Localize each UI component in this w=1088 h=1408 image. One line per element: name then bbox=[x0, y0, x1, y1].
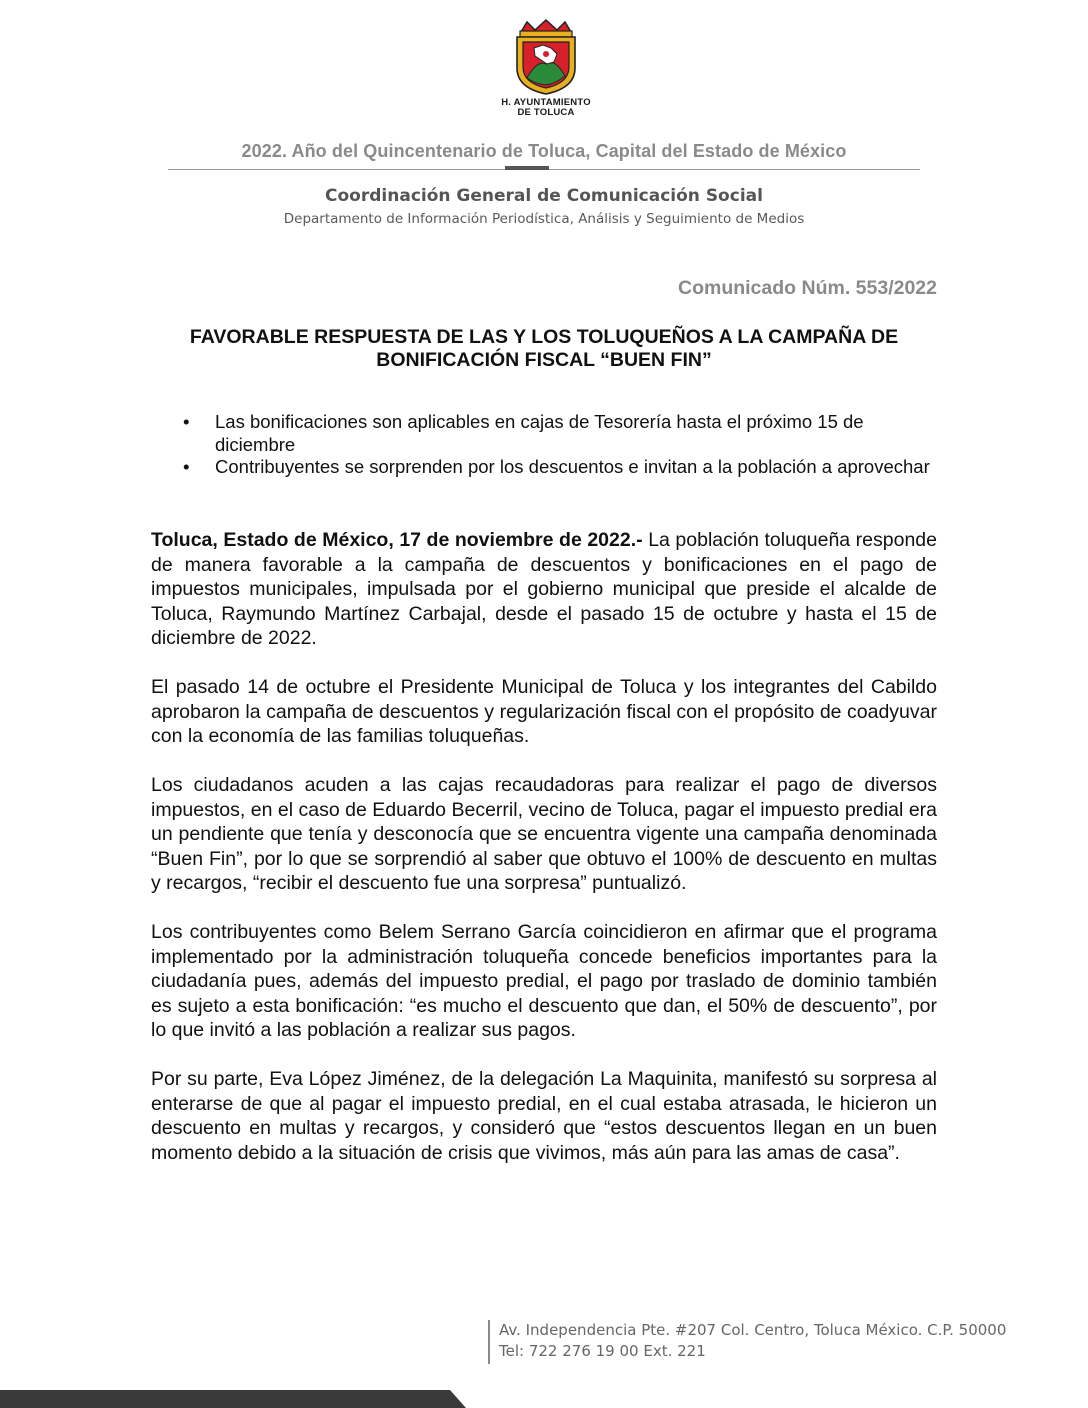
header-divider-accent bbox=[505, 166, 549, 170]
footer-phone: Tel: 722 276 19 00 Ext. 221 bbox=[499, 1342, 706, 1360]
release-number: Comunicado Núm. 553/2022 bbox=[677, 277, 937, 299]
summary-bullets bbox=[180, 411, 940, 479]
dateline: Toluca, Estado de México, 17 de noviembre de 2022.- bbox=[151, 529, 643, 551]
article-body bbox=[151, 528, 937, 1190]
footer-divider bbox=[488, 1320, 490, 1364]
paragraph-2: El pasado 14 de octubre el Presidente Municipal de Toluca y los integrantes del Cabildo aprobaron la campaña de descuentos y regularización fiscal con el propósito de coadyuvar con la economía de las familias toluqueñas. bbox=[151, 676, 937, 747]
logo-label-line2: DE TOLUCA bbox=[517, 107, 575, 118]
coordination-title: Coordinación General de Comunicación Social bbox=[325, 186, 763, 206]
ayuntamiento-logo bbox=[492, 18, 600, 120]
footer-contact bbox=[499, 1320, 1006, 1362]
bullet-text: Contribuyentes se sorprenden por los descuentos e invitan a la población a aprovechar bbox=[215, 456, 930, 477]
footer-address: Av. Independencia Pte. #207 Col. Centro, Toluca México. C.P. 50000 bbox=[499, 1321, 1007, 1339]
paragraph-1-text: La población toluqueña responde de manera favorable a la campaña de descuentos y bonificaciones en el pago de impuestos municipales, impulsada por el gobierno municipal que preside el alcalde de Toluca, Raymundo Martínez Carbajal, desde el pasado 15 de octubre y hasta el 15 de diciembre de 2022. bbox=[151, 529, 938, 649]
bullet-icon: • bbox=[183, 456, 190, 477]
bullet-item bbox=[180, 456, 940, 479]
paragraph-4: Los contribuyentes como Belem Serrano García coincidieron en afirmar que el programa implementado por la administración toluqueña concede beneficios importantes para la ciudadanía pues, además del impuesto predial, el pago por traslado de dominio también es sujeto a esta bonificación: “es mucho el descuento que dan, el 50% de descuento”, por lo que invitó a las población a realizar sus pagos. bbox=[151, 921, 937, 1041]
bullet-icon: • bbox=[183, 411, 190, 432]
headline: FAVORABLE RESPUESTA DE LAS Y LOS TOLUQUEÑOS A LA CAMPAÑA DE BONIFICACIÓN FISCAL “BUEN FIN” bbox=[189, 326, 899, 371]
bullet-item bbox=[180, 411, 940, 456]
logo-label-line1: H. AYUNTAMIENTO bbox=[501, 97, 591, 108]
department-subtitle: Departamento de Información Periodística, Análisis y Seguimiento de Medios bbox=[283, 211, 805, 227]
toluca-coat-of-arms-icon bbox=[507, 18, 585, 96]
paragraph-5: Por su parte, Eva López Jiménez, de la delegación La Maquinita, manifestó su sorpresa al enterarse de que al pagar el impuesto predial, en el cual estaba atrasada, le hicieron un descuento en multas y recargos, y consideró que “estos descuentos llegan en un buen momento debido a la situación de crisis que vivimos, más aún para las amas de casa”. bbox=[151, 1068, 937, 1164]
bullet-text: Las bonificaciones son aplicables en cajas de Tesorería hasta el próximo 15 de diciembre bbox=[215, 411, 864, 455]
logo-label bbox=[492, 98, 600, 118]
year-motto: 2022. Año del Quincentenario de Toluca, Capital del Estado de México bbox=[241, 141, 847, 161]
paragraph-3: Los ciudadanos acuden a las cajas recaudadoras para realizar el pago de diversos impuestos, en el caso de Eduardo Becerril, vecino de Toluca, pagar el impuesto predial era un pendiente que tenía y desconocía que se encuentra vigente una campaña denominada “Buen Fin”, por lo que se sorprendió al saber que obtuvo el 100% de descuento en multas y recargos, “recibir el descuento fue una sorpresa” puntualizó. bbox=[151, 774, 937, 894]
paragraph-1 bbox=[151, 528, 937, 651]
footer-decorative-strip bbox=[0, 1384, 470, 1408]
